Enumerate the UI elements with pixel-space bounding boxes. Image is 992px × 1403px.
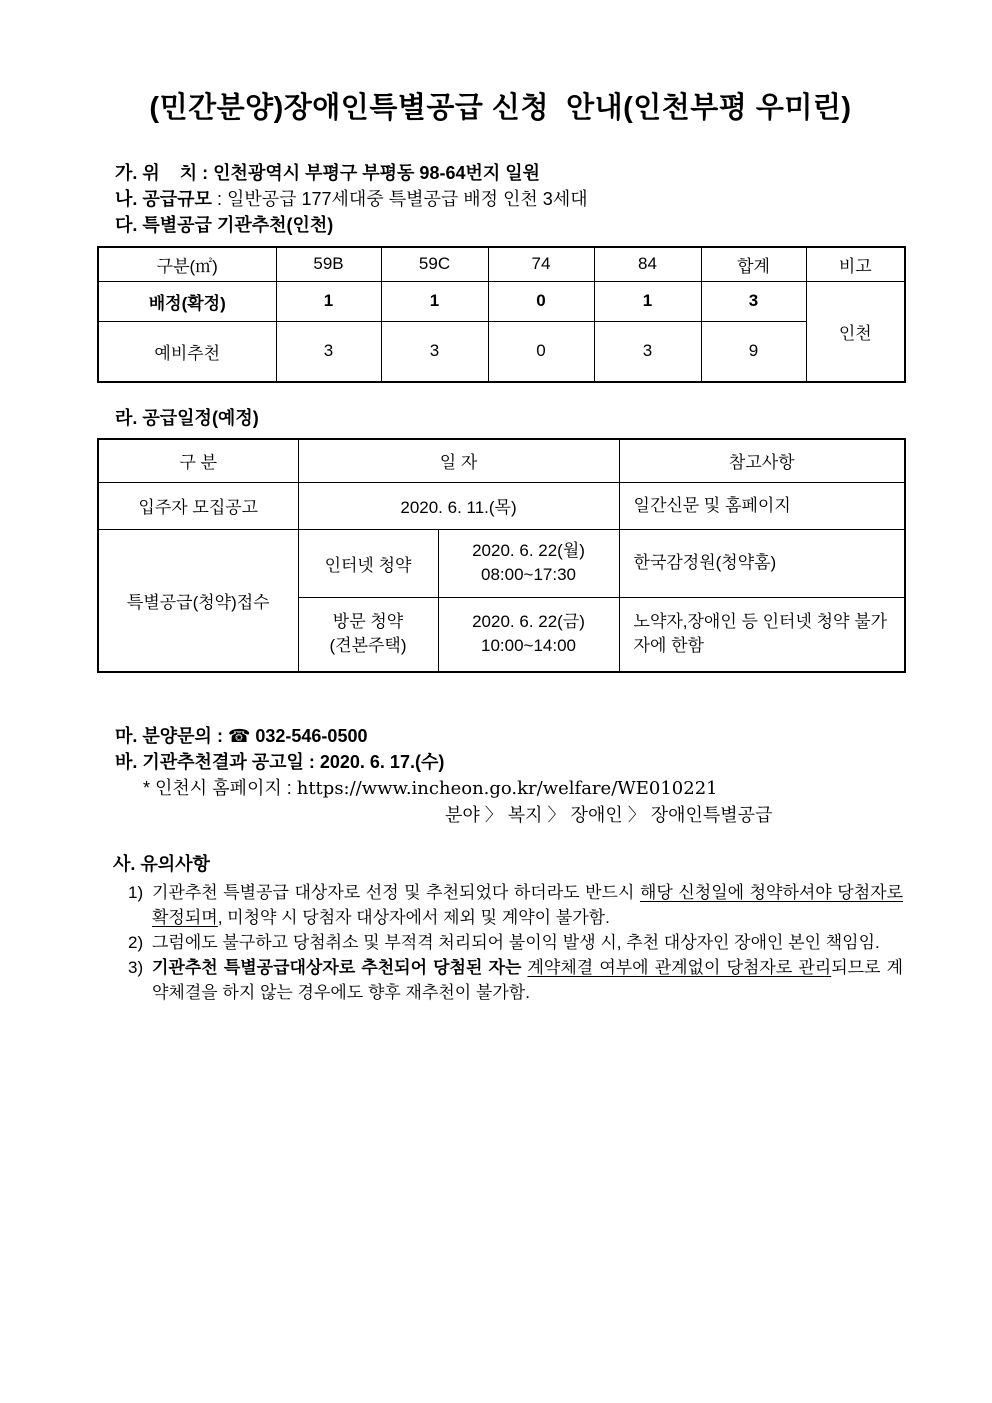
assigned-value-cell: 3 <box>701 281 806 321</box>
contact-label: 마. 분양문의 : <box>115 726 228 746</box>
assigned-value-cell: 0 <box>488 281 594 321</box>
note-cell: 노약자,장애인 등 인터넷 청약 불가자에 한함 <box>619 597 905 672</box>
notices-section <box>97 880 903 1005</box>
notice-item-3 <box>97 955 903 1005</box>
homepage-path: 분야 〉 복지 〉 장애인 〉 장애인특별공급 <box>445 805 773 825</box>
reserve-value-cell: 3 <box>594 321 701 382</box>
time-line: 08:00~17:30 <box>481 565 577 584</box>
schedule-header-row <box>98 439 905 482</box>
assigned-value-cell: 1 <box>594 281 701 321</box>
reserve-value-cell: 9 <box>701 321 806 382</box>
contact-line <box>115 723 904 749</box>
group-label-cell: 특별공급(청약)접수 <box>98 529 298 672</box>
method-line: 방문 청약 <box>332 612 404 632</box>
header-cell-total: 합계 <box>701 247 806 281</box>
reserve-value-cell: 3 <box>276 321 381 382</box>
reserve-value-cell: 0 <box>488 321 594 382</box>
note-cell: 한국감정원(청약홈) <box>619 529 905 597</box>
assigned-value-cell: 1 <box>381 281 488 321</box>
header-cell-category: 구 분 <box>98 439 298 482</box>
supply-scale-line <box>115 186 904 212</box>
homepage-line <box>115 775 904 802</box>
page-title: (민간분양)장애인특별공급 신청 안내(인천부평 우미린) <box>149 92 852 124</box>
header-cell-74: 74 <box>488 247 594 281</box>
reserve-row <box>98 321 905 382</box>
notice-number: 3) <box>128 958 144 977</box>
info-section <box>97 160 904 238</box>
date-cell: 2020. 6. 11.(목) <box>298 482 619 529</box>
header-cell-59c: 59C <box>381 247 488 281</box>
allocation-table <box>97 246 906 383</box>
notice-text: 기관추천 특별공급 대상자로 선정 및 추천되었다 하더라도 반드시 <box>152 883 640 902</box>
notice-item-2 <box>97 930 903 955</box>
schedule-table <box>97 438 906 673</box>
reserve-value-cell: 3 <box>381 321 488 382</box>
notice-number: 1) <box>128 883 144 902</box>
date-line: 2020. 6. 22(월) <box>472 541 585 560</box>
homepage-label: * 인천시 홈페이지 : <box>143 778 297 798</box>
phone-icon: ☎ <box>227 726 251 746</box>
notice-number: 2) <box>128 933 144 952</box>
header-cell-category: 구분(㎡) <box>98 247 276 281</box>
note-cell: 일간신문 및 홈페이지 <box>619 482 905 529</box>
method-line: (견본주택) <box>329 636 407 656</box>
date-cell <box>438 597 619 672</box>
notice-text-underlined: 계약체결 여부에 관계없이 당첨자로 관리 <box>527 958 832 977</box>
schedule-heading: 라. 공급일정(예정) <box>115 408 259 428</box>
allocation-heading: 다. 특별공급 기관추천(인천) <box>115 215 334 235</box>
contact-section <box>97 723 904 828</box>
header-cell-note: 참고사항 <box>619 439 905 482</box>
supply-scale-value: : 일반공급 177세대중 특별공급 배정 인천 3세대 <box>211 189 588 209</box>
notice-item-1 <box>97 880 903 930</box>
date-cell <box>438 529 619 597</box>
schedule-row-announcement <box>98 482 905 529</box>
header-cell-84: 84 <box>594 247 701 281</box>
header-cell-date: 일 자 <box>298 439 619 482</box>
assigned-value-cell: 1 <box>276 281 381 321</box>
date-line: 2020. 6. 22(금) <box>472 612 585 632</box>
notice-text-bold: 기관추천 특별공급대상자로 추천되어 당첨된 자는 <box>152 958 528 977</box>
location-line: 가. 위 치 : 인천광역시 부평구 부평동 98-64번지 일원 <box>115 163 541 183</box>
method-cell: 인터넷 청약 <box>298 529 438 597</box>
assigned-row <box>98 281 905 321</box>
phone-number: 032-546-0500 <box>250 726 368 746</box>
supply-scale-label: 나. 공급규모 <box>115 189 212 209</box>
reserve-label-cell: 예비추천 <box>98 321 276 382</box>
remark-cell: 인천 <box>806 281 905 382</box>
notice-text: , 미청약 시 당첨자 대상자에서 제외 및 계약이 불가함. <box>217 908 610 927</box>
announcement-date-line: 바. 기관추천결과 공고일 : 2020. 6. 17.(수) <box>115 752 445 772</box>
allocation-header-row <box>98 247 905 281</box>
notice-text: 되므로 계약체결을 하지 않는 경우에도 향후 재추천이 불가함. <box>152 958 904 1002</box>
homepage-url: https://www.incheon.go.kr/welfare/WE010221 <box>296 778 718 799</box>
assigned-label-cell: 배정(확정) <box>98 281 276 321</box>
schedule-row-internet <box>98 529 905 597</box>
notice-text-underlined: 해당 신청일에 청약하셔야 당첨자로 확정되며 <box>152 883 903 927</box>
notice-heading: 사. 유의사항 <box>113 854 210 874</box>
header-cell-59b: 59B <box>276 247 381 281</box>
notice-text: 그럼에도 불구하고 당첨취소 및 부적격 처리되어 불이익 발생 시, 추천 대상자인 장애인 본인 책임임. <box>152 933 880 952</box>
time-line: 10:00~14:00 <box>481 636 577 656</box>
header-cell-remark: 비고 <box>806 247 905 281</box>
method-cell <box>298 597 438 672</box>
category-cell: 입주자 모집공고 <box>98 482 298 529</box>
